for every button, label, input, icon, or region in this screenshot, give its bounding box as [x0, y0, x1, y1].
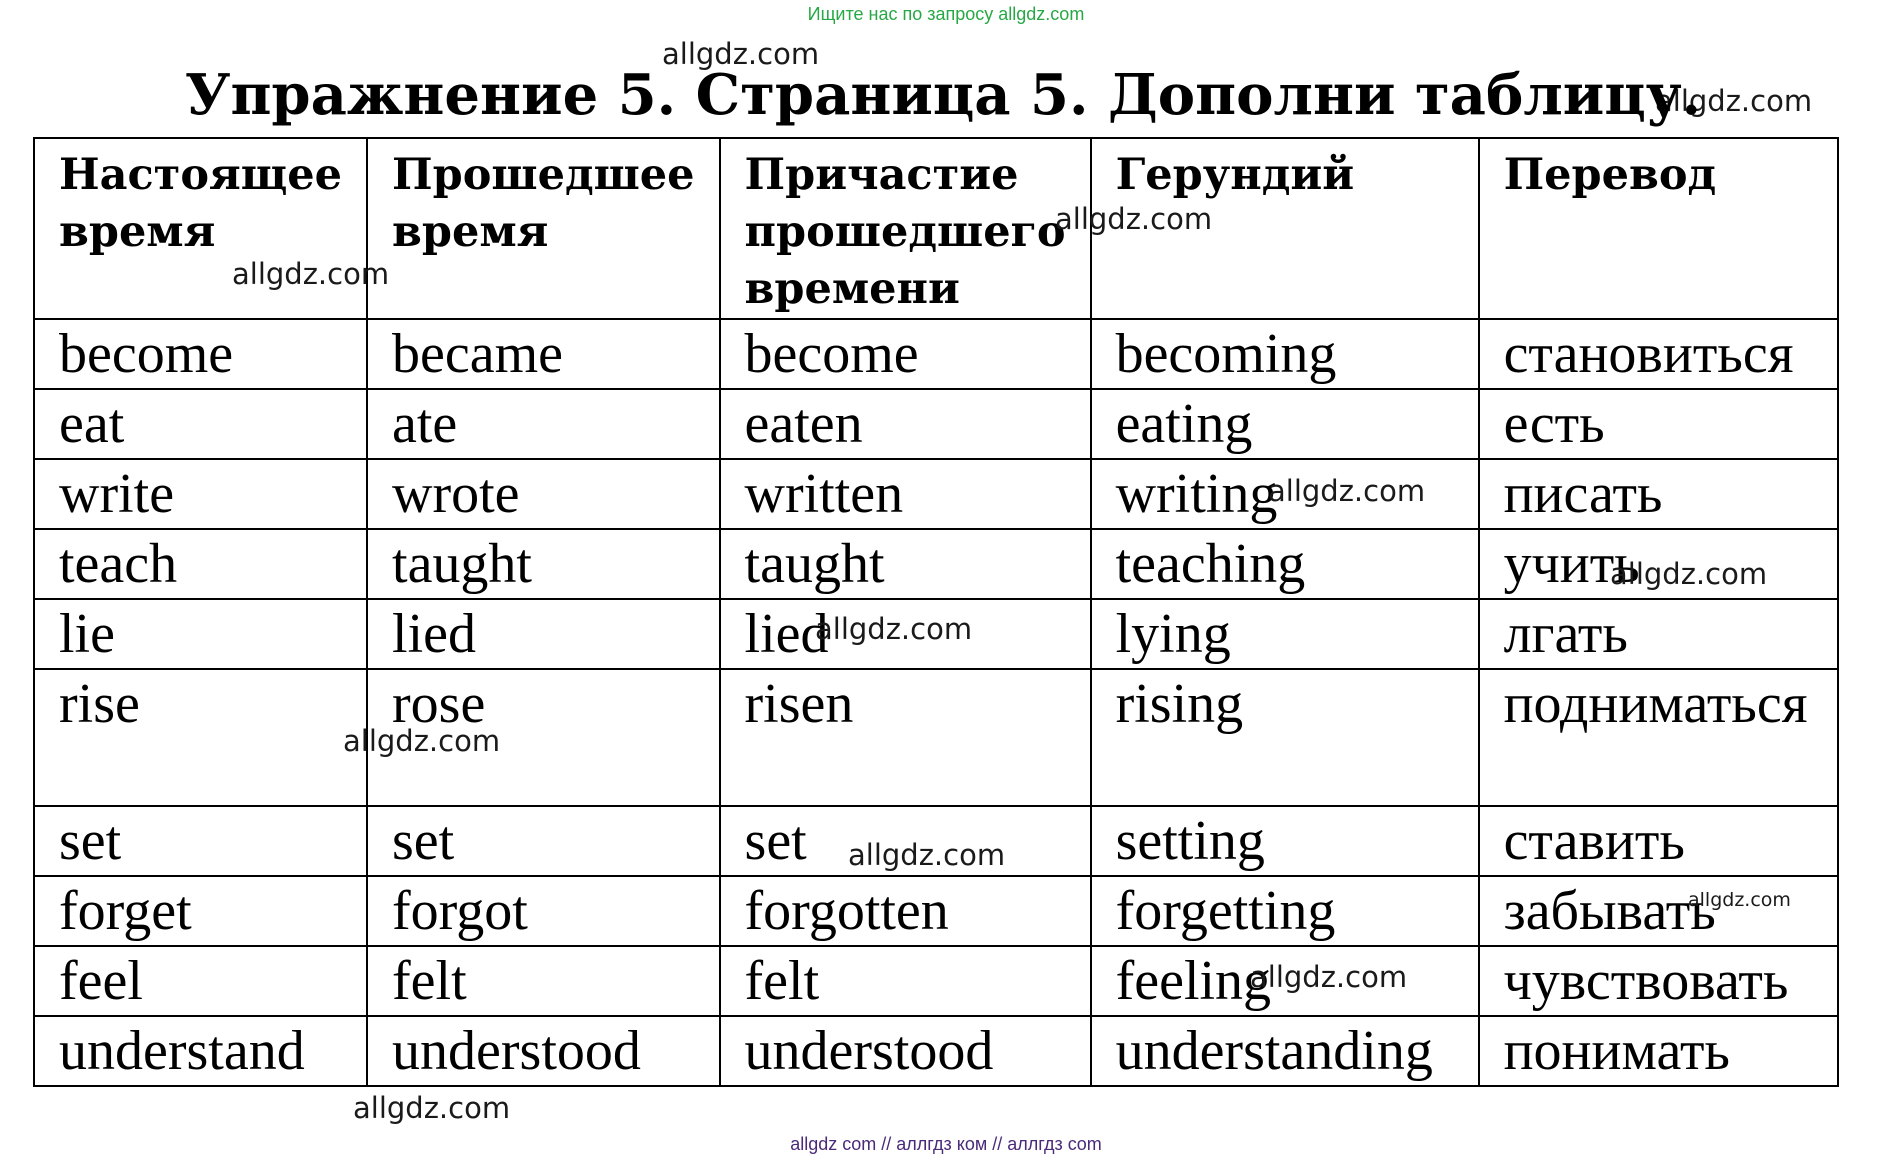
watermark: allgdz.com	[232, 257, 390, 291]
cell-present: eat	[34, 389, 367, 459]
cell-participle: forgotten	[720, 876, 1091, 946]
cell-gerund: feeling	[1091, 946, 1479, 1016]
cell-present: rise	[34, 669, 367, 806]
table-row	[34, 1016, 1838, 1086]
cell-participle: understood	[720, 1016, 1091, 1086]
cell-gerund: becoming	[1091, 319, 1479, 389]
cell-past: rose	[367, 669, 720, 806]
cell-translation: ставить	[1479, 806, 1838, 876]
cell-past: set	[367, 806, 720, 876]
cell-present: feel	[34, 946, 367, 1016]
cell-gerund: teaching	[1091, 529, 1479, 599]
watermark: allgdz.com	[1055, 202, 1213, 236]
cell-translation: становиться	[1479, 319, 1838, 389]
watermark: allgdz.com	[1268, 474, 1426, 508]
page-title: Упражнение 5. Страница 5. Дополни таблицу.	[185, 62, 1702, 128]
cell-gerund: eating	[1091, 389, 1479, 459]
cell-present: lie	[34, 599, 367, 669]
watermark: allgdz.com	[815, 612, 973, 646]
table-row	[34, 946, 1838, 1016]
cell-participle: lied	[720, 599, 1091, 669]
cell-translation: понимать	[1479, 1016, 1838, 1086]
table-row	[34, 529, 1838, 599]
cell-gerund: rising	[1091, 669, 1479, 806]
cell-present: set	[34, 806, 367, 876]
table-row	[34, 669, 1838, 806]
watermark: allgdz.com	[1250, 960, 1408, 994]
table-row	[34, 459, 1838, 529]
cell-present: become	[34, 319, 367, 389]
cell-gerund: lying	[1091, 599, 1479, 669]
header-gerund: Герундий	[1091, 138, 1479, 319]
table-header-row	[34, 138, 1838, 319]
cell-translation: лгать	[1479, 599, 1838, 669]
cell-participle: become	[720, 319, 1091, 389]
watermark: allgdz.com	[662, 37, 820, 71]
table-row	[34, 319, 1838, 389]
cell-past: understood	[367, 1016, 720, 1086]
watermark: allgdz.com	[848, 838, 1006, 872]
cell-gerund: writing	[1091, 459, 1479, 529]
watermark: allgdz.com	[1610, 557, 1768, 591]
cell-gerund: setting	[1091, 806, 1479, 876]
header-past-participle: Причастие прошедшего времени	[720, 138, 1091, 319]
cell-present: understand	[34, 1016, 367, 1086]
cell-gerund: forgetting	[1091, 876, 1479, 946]
cell-present: forget	[34, 876, 367, 946]
footer-links[interactable]: allgdz com // аллгдз ком // аллгдз com	[790, 1134, 1102, 1154]
top-banner-link[interactable]: Ищите нас по запросу allgdz.com	[807, 4, 1085, 24]
cell-past: wrote	[367, 459, 720, 529]
cell-participle: risen	[720, 669, 1091, 806]
watermark: allgdz.com	[353, 1091, 511, 1125]
table-row	[34, 389, 1838, 459]
watermark: allgdz.com	[343, 724, 501, 758]
header-present-tense: Настоящее время	[34, 138, 367, 319]
cell-translation: есть	[1479, 389, 1838, 459]
table-row	[34, 876, 1838, 946]
cell-past: forgot	[367, 876, 720, 946]
watermark: allgdz.com	[1655, 84, 1813, 118]
cell-participle: taught	[720, 529, 1091, 599]
cell-past: ate	[367, 389, 720, 459]
cell-participle: felt	[720, 946, 1091, 1016]
cell-present: teach	[34, 529, 367, 599]
cell-translation: чувствовать	[1479, 946, 1838, 1016]
cell-translation: писать	[1479, 459, 1838, 529]
cell-gerund: understanding	[1091, 1016, 1479, 1086]
cell-past: taught	[367, 529, 720, 599]
cell-past: became	[367, 319, 720, 389]
cell-participle: written	[720, 459, 1091, 529]
cell-participle: set	[720, 806, 1091, 876]
cell-translation: забывать	[1479, 876, 1838, 946]
cell-translation: учить	[1479, 529, 1838, 599]
cell-past: lied	[367, 599, 720, 669]
header-past-tense: Прошедшее время	[367, 138, 720, 319]
cell-participle: eaten	[720, 389, 1091, 459]
cell-translation: подниматься	[1479, 669, 1838, 806]
watermark: allgdz.com	[1688, 889, 1791, 911]
header-translation: Перевод	[1479, 138, 1838, 319]
cell-past: felt	[367, 946, 720, 1016]
cell-present: write	[34, 459, 367, 529]
